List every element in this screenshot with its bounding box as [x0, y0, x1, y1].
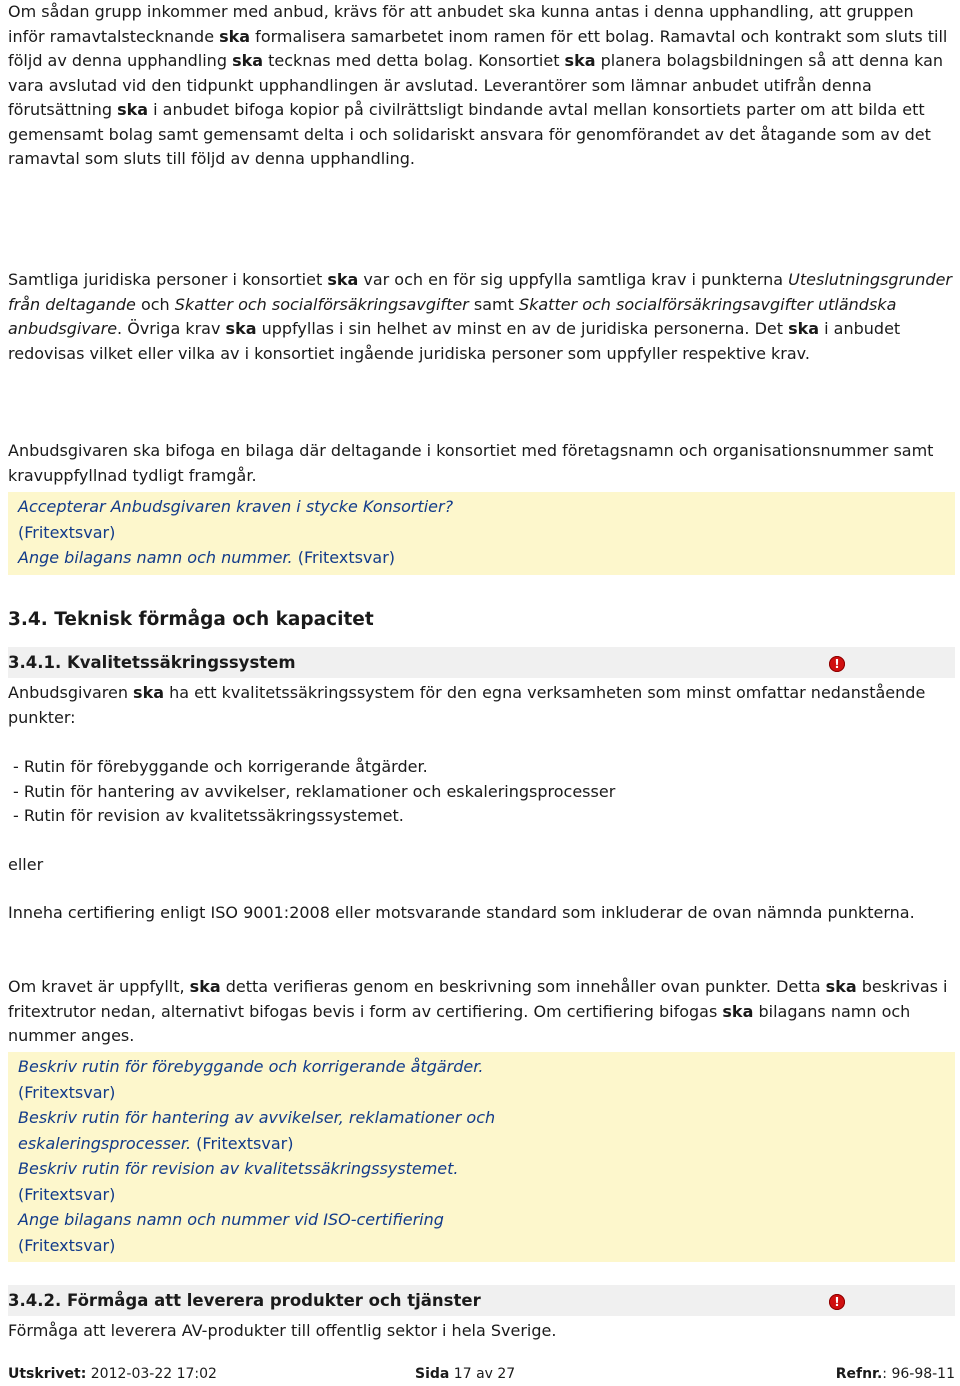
paragraph-quality-system-intro: Anbudsgivaren ska ha ett kvalitetssäkringssystem för den egna verksamheten som minst omfattar nedanstående punkter:	[8, 683, 926, 727]
list-item: - Rutin för revision av kvalitetssäkringssystemet.	[13, 806, 404, 825]
section-heading-3-4-2: 3.4.2. Förmåga att leverera produkter och tjänster	[8, 1291, 481, 1310]
answer-box-quality-system	[8, 1052, 955, 1262]
question-deviation-routine: Beskriv rutin för hantering av avvikelser, reklamationer och	[18, 1108, 496, 1127]
footer-reference: Refnr.: 96-98-11	[835, 1366, 955, 1382]
answer-field-deviation-routine[interactable]: (Fritextsvar)	[196, 1133, 294, 1153]
warning-icon: !	[829, 1294, 845, 1310]
question-attachment-name: Ange bilagans namn och nummer. (Fritextsvar)	[18, 548, 396, 567]
paragraph-attachment-requirement: Anbudsgivaren ska bifoga en bilaga där deltagande i konsortiet med företagsnamn och organisationsnummer samt kravuppfyllnad tydligt framgår.	[8, 441, 934, 485]
question-preventive-routine: Beskriv rutin för förebyggande och korrigerande åtgärder.	[18, 1057, 484, 1076]
section-heading-3-4: 3.4. Teknisk förmåga och kapacitet	[8, 609, 374, 630]
answer-field-preventive-routine[interactable]: (Fritextsvar)	[18, 1082, 116, 1102]
footer-printed: Utskrivet: 2012-03-22 17:02	[8, 1366, 217, 1382]
list-item: - Rutin för förebyggande och korrigerande åtgärder.	[13, 757, 428, 776]
question-deviation-routine-cont: eskaleringsprocesser. (Fritextsvar)	[18, 1133, 294, 1153]
list-item: - Rutin för hantering av avvikelser, reklamationer och eskaleringsprocesser	[13, 781, 616, 801]
answer-field-revision-routine[interactable]: (Fritextsvar)	[18, 1184, 116, 1204]
paragraph-consortium-requirements: Samtliga juridiska personer i konsortiet ska var och en för sig uppfylla samtliga krav i punkterna Uteslutningsgrunder från deltagande och Skatter och socialförsäkringsavgifter samt Skatter och socialförsäkringsavgifter utländska anbudsgivare. Övriga krav ska uppfyllas i sin helhet av minst en av de juridiska personerna. Det ska i anbudet redovisas vilket eller vilka av i konsortiet ingående juridiska personer som uppfyller respektive krav.	[8, 270, 953, 363]
answer-box-consortium	[8, 492, 955, 575]
paragraph-iso-certification: Inneha certifiering enligt ISO 9001:2008 eller motsvarande standard som inkluderar de ovan nämnda punkterna.	[8, 903, 915, 922]
answer-field-attachment-name[interactable]: (Fritextsvar)	[297, 548, 396, 567]
bullet-list-routines	[8, 755, 953, 829]
answer-field-accept-consortium[interactable]: (Fritextsvar)	[18, 522, 116, 542]
answer-field-iso-attachment[interactable]: (Fritextsvar)	[18, 1235, 116, 1255]
section-bar-3-4-2	[8, 1285, 955, 1316]
page-footer	[8, 1366, 955, 1386]
paragraph-verification: Om kravet är uppfyllt, ska detta verifieras genom en beskrivning som innehåller ovan punkter. Detta ska beskrivas i fritextrutor nedan, alternativt bifogas bevis i form av certifiering. Om certifiering bifogas ska bilagans namn och nummer anges.	[8, 977, 948, 1045]
section-heading-3-4-1: 3.4.1. Kvalitetssäkringssystem	[8, 653, 296, 672]
paragraph-consortium-formation: Om sådan grupp inkommer med anbud, krävs för att anbudet ska kunna antas i denna upphandling, att gruppen inför ramavtalstecknande ska formalisera samarbetet inom ramen för ett bolag. Ramavtal och kontrakt som sluts till följd av denna upphandling ska tecknas med detta bolag. Konsortiet ska planera bolagsbildningen så att denna kan vara avslutad vid den tidpunkt upphandlingen är avslutad. Leverantörer som lämnar anbudet utifrån denna förutsättning ska i anbudet bifoga kopior på civilrättsligt bindande avtal mellan konsortiets parter om att bilda ett gemensamt bolag samt gemensamt delta i och solidariskt ansvara för genomförandet av det åtagande som av det ramavtal som sluts till följd av denna upphandling.	[8, 2, 948, 168]
paragraph-delivery-capability: Förmåga att leverera AV-produkter till offentlig sektor i hela Sverige.	[8, 1321, 557, 1340]
warning-icon: !	[829, 656, 845, 672]
question-revision-routine: Beskriv rutin för revision av kvalitetssäkringssystemet.	[18, 1159, 459, 1178]
text-eller: eller	[8, 855, 44, 874]
section-bar-3-4-1	[8, 647, 955, 678]
question-iso-attachment: Ange bilagans namn och nummer vid ISO-certifiering	[18, 1210, 444, 1229]
footer-page-number: Sida 17 av 27	[415, 1366, 516, 1382]
question-accept-consortium: Accepterar Anbudsgivaren kraven i stycke Konsortier?	[18, 497, 454, 516]
